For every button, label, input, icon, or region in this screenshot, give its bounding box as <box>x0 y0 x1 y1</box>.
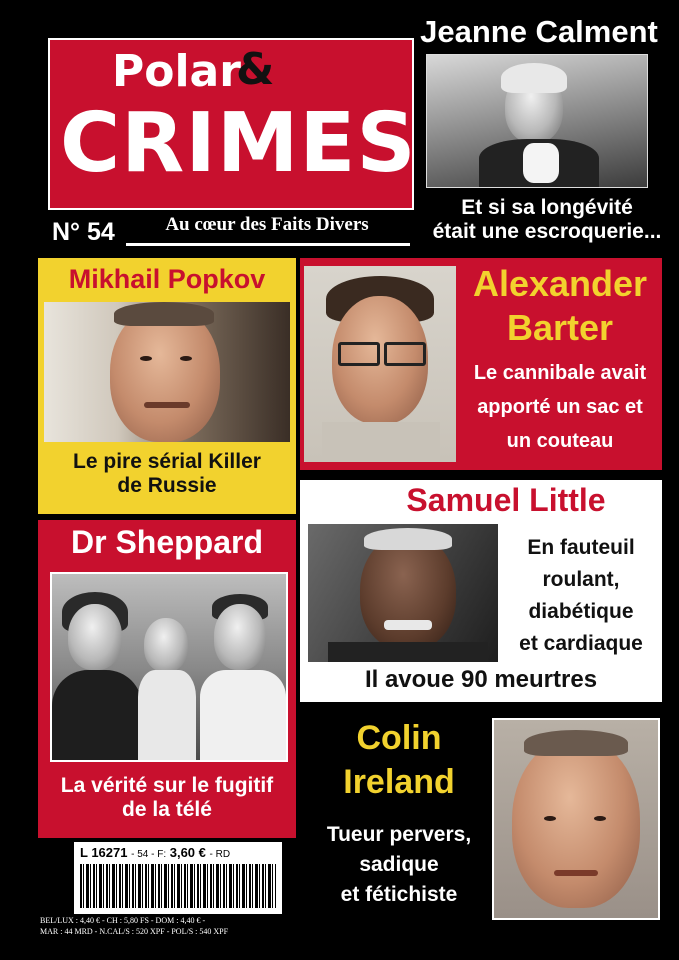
barcode-price: 3,60 € <box>169 845 206 860</box>
barter-name-line1: Alexander <box>472 263 648 304</box>
popkov-caption-line2: de Russie <box>117 473 217 497</box>
ireland-caption-line3: et fétichiste <box>340 883 458 906</box>
barcode-box <box>74 842 282 914</box>
sheppard-box <box>38 520 296 838</box>
jeanne-name: Jeanne Calment <box>420 14 658 49</box>
jeanne-caption-line1: Et si sa longévité <box>461 196 633 219</box>
ireland-name-line1: Colin <box>356 719 442 757</box>
jeanne-caption <box>418 196 676 243</box>
jeanne-photo <box>426 54 648 188</box>
barcode-rd: - RD <box>209 849 231 860</box>
little-photo <box>308 524 498 662</box>
little-side-line3: diabétique <box>528 600 634 623</box>
barcode-bars <box>80 864 276 908</box>
logo-crimes: CRIMES <box>60 96 417 191</box>
sheppard-caption-line2: de la télé <box>122 797 212 821</box>
ireland-photo <box>492 718 660 920</box>
prices-line2: MAR : 44 MRD - N.CAL/S : 520 XPF - POL/S : 540 XPF <box>40 927 229 936</box>
popkov-photo <box>44 302 290 442</box>
little-side-text <box>502 532 660 660</box>
jeanne-caption-line2: était une escroquerie... <box>432 219 662 243</box>
ireland-caption-line1: Tueur pervers, <box>326 823 472 846</box>
logo-ampersand: & <box>236 44 275 95</box>
little-box <box>300 480 662 702</box>
little-side-line2: roulant, <box>542 568 620 591</box>
ireland-name-line2: Ireland <box>343 763 455 801</box>
sheppard-caption-line1: La vérité sur le fugitif <box>60 774 274 797</box>
issue-number: N° 54 <box>52 218 115 246</box>
barter-name-line2: Barter <box>506 307 614 348</box>
little-headline: Il avoue 90 meurtres <box>364 666 598 693</box>
barter-caption <box>462 356 658 458</box>
barter-photo <box>304 266 456 462</box>
sheppard-photo <box>50 572 288 762</box>
sheppard-name: Dr Sheppard <box>70 524 264 560</box>
little-name: Samuel Little <box>406 482 606 518</box>
masthead-logo <box>48 38 417 210</box>
barcode-suffix: - 54 - F: <box>131 849 167 860</box>
barter-caption-line2: apporté un sac et <box>477 396 643 418</box>
sheppard-caption <box>38 774 296 821</box>
popkov-box <box>38 258 296 514</box>
ireland-name <box>316 716 482 804</box>
tagline-underline <box>126 243 410 246</box>
ireland-caption-line2: sadique <box>359 853 439 876</box>
popkov-caption-line1: Le pire sérial Killer <box>73 450 261 473</box>
little-side-line4: et cardiaque <box>519 632 643 655</box>
barter-caption-line3: un couteau <box>506 430 614 452</box>
little-side-line1: En fauteuil <box>527 536 635 559</box>
barcode-header <box>80 845 230 860</box>
tagline: Au cœur des Faits Divers <box>165 214 369 235</box>
logo-polar: Polar <box>112 46 241 97</box>
popkov-name: Mikhail Popkov <box>68 264 266 294</box>
prices-line1: BEL/LUX : 4,40 € - CH : 5,80 FS - DOM : 4,40 € - <box>40 916 206 925</box>
popkov-caption <box>38 450 296 497</box>
barter-name <box>462 262 658 350</box>
barcode-code: L 16271 <box>80 845 128 860</box>
ireland-caption <box>308 820 490 910</box>
barter-box <box>300 258 662 470</box>
barter-caption-line1: Le cannibale avait <box>473 362 647 384</box>
